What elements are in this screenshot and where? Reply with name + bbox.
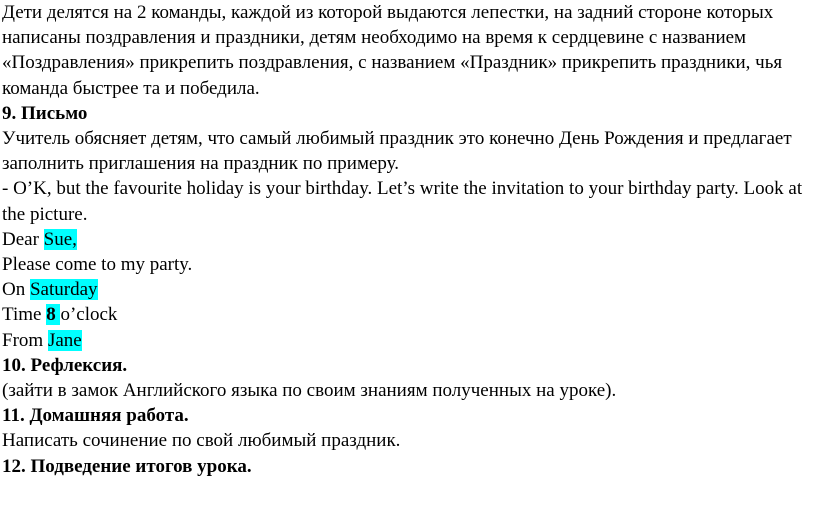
from-label: From <box>2 329 48 351</box>
section-12-heading: 12. Подведение итогов урока. <box>2 455 252 477</box>
dear-label: Dear <box>2 228 44 250</box>
time-label: Time <box>2 304 47 326</box>
on-label: On <box>2 279 30 301</box>
section-10-heading: 10. Рефлексия. <box>2 354 128 376</box>
sender-name: Jane <box>47 329 82 351</box>
section-9-heading: 9. Письмо <box>2 102 88 124</box>
invitation-body: Please come to my party. <box>2 254 193 276</box>
section-11-text: Написать сочинение по свой любимый праздник. <box>2 430 401 452</box>
invitation-time <box>2 302 814 327</box>
invitation-greeting <box>2 227 814 252</box>
document-page <box>2 0 814 479</box>
section-11-heading: 11. Домашняя работа. <box>2 405 189 427</box>
section-9-text-line: заполнить приглашения на праздник по примеру. <box>2 153 400 175</box>
invitation-day <box>2 277 814 302</box>
party-time: 8 <box>46 304 61 326</box>
section-9-text-line: Учитель обясняет детям, что самый любимый праздник это конечно День Рождения и предлагает <box>2 128 792 150</box>
party-day: Saturday <box>29 279 98 301</box>
english-text-line: the picture. <box>2 203 88 225</box>
invitee-name: Sue, <box>43 228 77 250</box>
english-text-line: - O’K, but the favourite holiday is your birthday. Let’s write the invitation to your birthday party. Look at <box>2 178 803 200</box>
time-suffix: o’clock <box>60 304 118 326</box>
section-10-text: (зайти в замок Английского языка по своим знаниям полученных на уроке). <box>2 380 617 402</box>
invitation-sender <box>2 328 814 353</box>
paragraph-line: написаны поздравления и праздники, детям необходимо на время к сердцевине с названием <box>2 27 747 49</box>
paragraph-line: команда быстрее та и победила. <box>2 77 260 99</box>
paragraph-line: «Поздравления» прикрепить поздравления, с названием «Праздник» прикрепить праздники, чья <box>2 52 783 74</box>
paragraph-line: Дети делятся на 2 команды, каждой из которой выдаются лепестки, на задний стороне которых <box>2 2 774 23</box>
